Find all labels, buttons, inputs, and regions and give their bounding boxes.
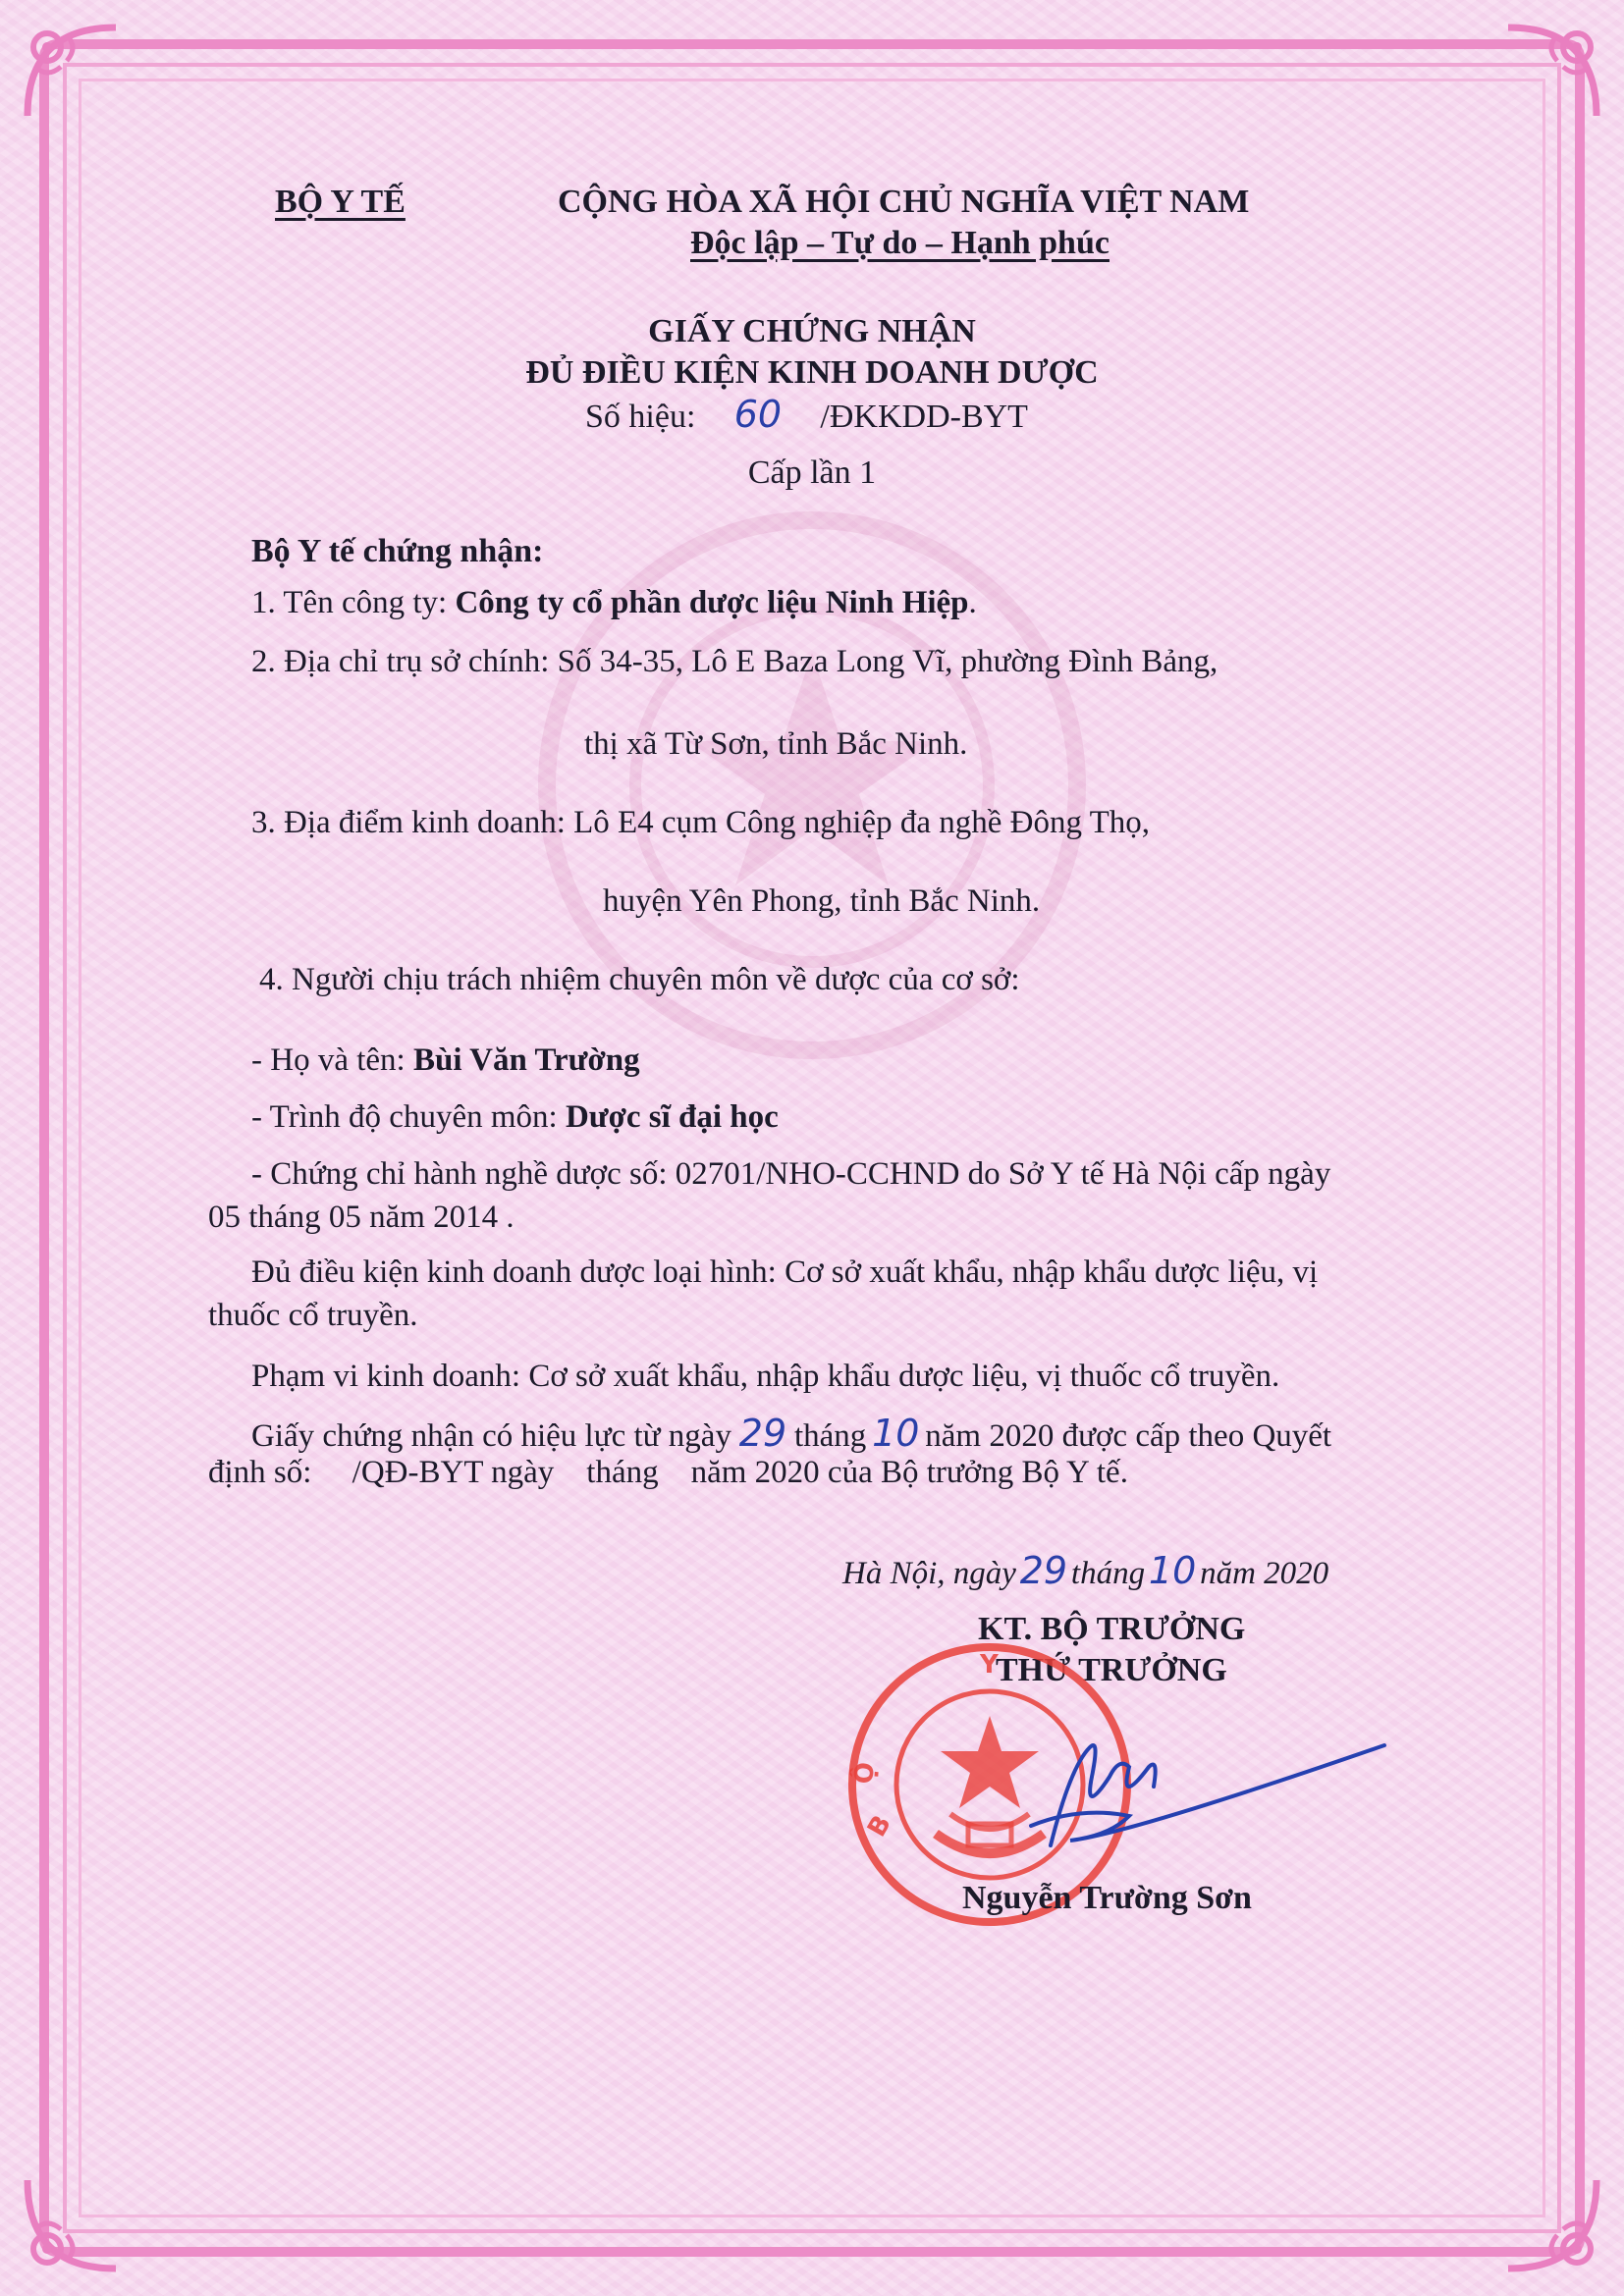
certificate-number-handwritten: 60 <box>733 393 783 436</box>
company-label: 1. Tên công ty: <box>251 585 456 620</box>
signer-role-primary: KT. BỘ TRƯỞNG <box>978 1611 1246 1647</box>
certificate-title: GIẤY CHỨNG NHẬN <box>648 313 976 349</box>
corner-ornament-icon <box>18 2170 126 2278</box>
company-name-row <box>251 585 977 621</box>
certificate-number-row <box>585 393 1028 438</box>
business-type-line2: thuốc cổ truyền. <box>208 1298 418 1333</box>
signer-role-secondary: THỨ TRƯỞNG <box>996 1652 1227 1688</box>
head-office-address-line1: 2. Địa chỉ trụ sở chính: Số 34-35, Lô E Baza Long Vĩ, phường Đình Bảng, <box>251 644 1218 679</box>
place-date-text-b: tháng <box>1070 1556 1146 1591</box>
corner-ornament-icon <box>18 18 126 126</box>
corner-ornament-icon <box>1498 2170 1606 2278</box>
validity-day-handwritten: 29 <box>738 1412 787 1455</box>
signer-name: Nguyễn Trường Sơn <box>962 1880 1252 1916</box>
corner-ornament-icon <box>1498 18 1606 126</box>
certificate-subtitle: ĐỦ ĐIỀU KIỆN KINH DOANH DƯỢC <box>525 354 1099 391</box>
validity-month-handwritten: 10 <box>872 1412 920 1455</box>
business-type-line1: Đủ điều kiện kinh doanh dược loại hình: Cơ sở xuất khẩu, nhập khẩu dược liệu, vị <box>251 1255 1319 1290</box>
degree-label: - Trình độ chuyên môn: <box>251 1099 566 1135</box>
company-end: . <box>968 585 977 620</box>
business-location-line1: 3. Địa điểm kinh doanh: Lô E4 cụm Công nghiệp đa nghề Đông Thọ, <box>251 805 1151 840</box>
number-label: Số hiệu: <box>585 399 696 435</box>
place-date-text-a: Hà Nội, ngày <box>842 1556 1016 1591</box>
place-month-handwritten: 10 <box>1148 1549 1197 1592</box>
handwritten-signature <box>982 1708 1394 1865</box>
number-suffix: /ĐKKDD-BYT <box>820 399 1028 435</box>
svg-text:Y: Y <box>980 1650 999 1680</box>
place-date-line <box>842 1549 1328 1592</box>
person-name: Bùi Văn Trường <box>412 1042 640 1078</box>
person-name-label: - Họ và tên: <box>251 1042 413 1078</box>
person-name-row <box>251 1042 640 1079</box>
validity-text-b: tháng <box>793 1418 867 1454</box>
ministry-name: BỘ Y TẾ <box>275 184 406 220</box>
intro-line: Bộ Y tế chứng nhận: <box>251 533 544 569</box>
national-motto: Độc lập – Tự do – Hạnh phúc <box>690 225 1110 261</box>
republic-name: CỘNG HÒA XÃ HỘI CHỦ NGHĨA VIỆT NAM <box>558 184 1250 220</box>
business-scope: Phạm vi kinh doanh: Cơ sở xuất khẩu, nhập khẩu dược liệu, vị thuốc cổ truyền. <box>251 1359 1280 1394</box>
degree-row <box>251 1099 779 1136</box>
validity-text-a: Giấy chứng nhận có hiệu lực từ ngày <box>251 1418 731 1454</box>
svg-text:B: B <box>862 1810 897 1842</box>
practice-cert-line2: 05 tháng 05 năm 2014 . <box>208 1200 514 1235</box>
validity-text-c: năm 2020 được cấp theo Quyết <box>925 1418 1332 1454</box>
company-name: Công ty cổ phần dược liệu Ninh Hiệp <box>455 585 969 620</box>
practice-cert-line1: - Chứng chỉ hành nghề dược số: 02701/NHO-CCHND do Sở Y tế Hà Nội cấp ngày <box>251 1156 1331 1192</box>
issue-count: Cấp lần 1 <box>747 454 877 491</box>
business-location-line2: huyện Yên Phong, tỉnh Bắc Ninh. <box>603 883 1041 919</box>
degree-value: Dược sĩ đại học <box>565 1099 779 1135</box>
head-office-address-line2: thị xã Từ Sơn, tỉnh Bắc Ninh. <box>584 726 968 762</box>
place-day-handwritten: 29 <box>1019 1549 1068 1592</box>
place-date-text-c: năm 2020 <box>1200 1556 1329 1591</box>
validity-line2: định số: /QĐ-BYT ngày tháng năm 2020 của Bộ trưởng Bộ Y tế. <box>208 1455 1128 1490</box>
responsible-person-heading: 4. Người chịu trách nhiệm chuyên môn về dược của cơ sở: <box>259 962 1020 997</box>
validity-line1 <box>251 1412 1331 1455</box>
svg-text:Ộ: Ộ <box>849 1760 881 1786</box>
